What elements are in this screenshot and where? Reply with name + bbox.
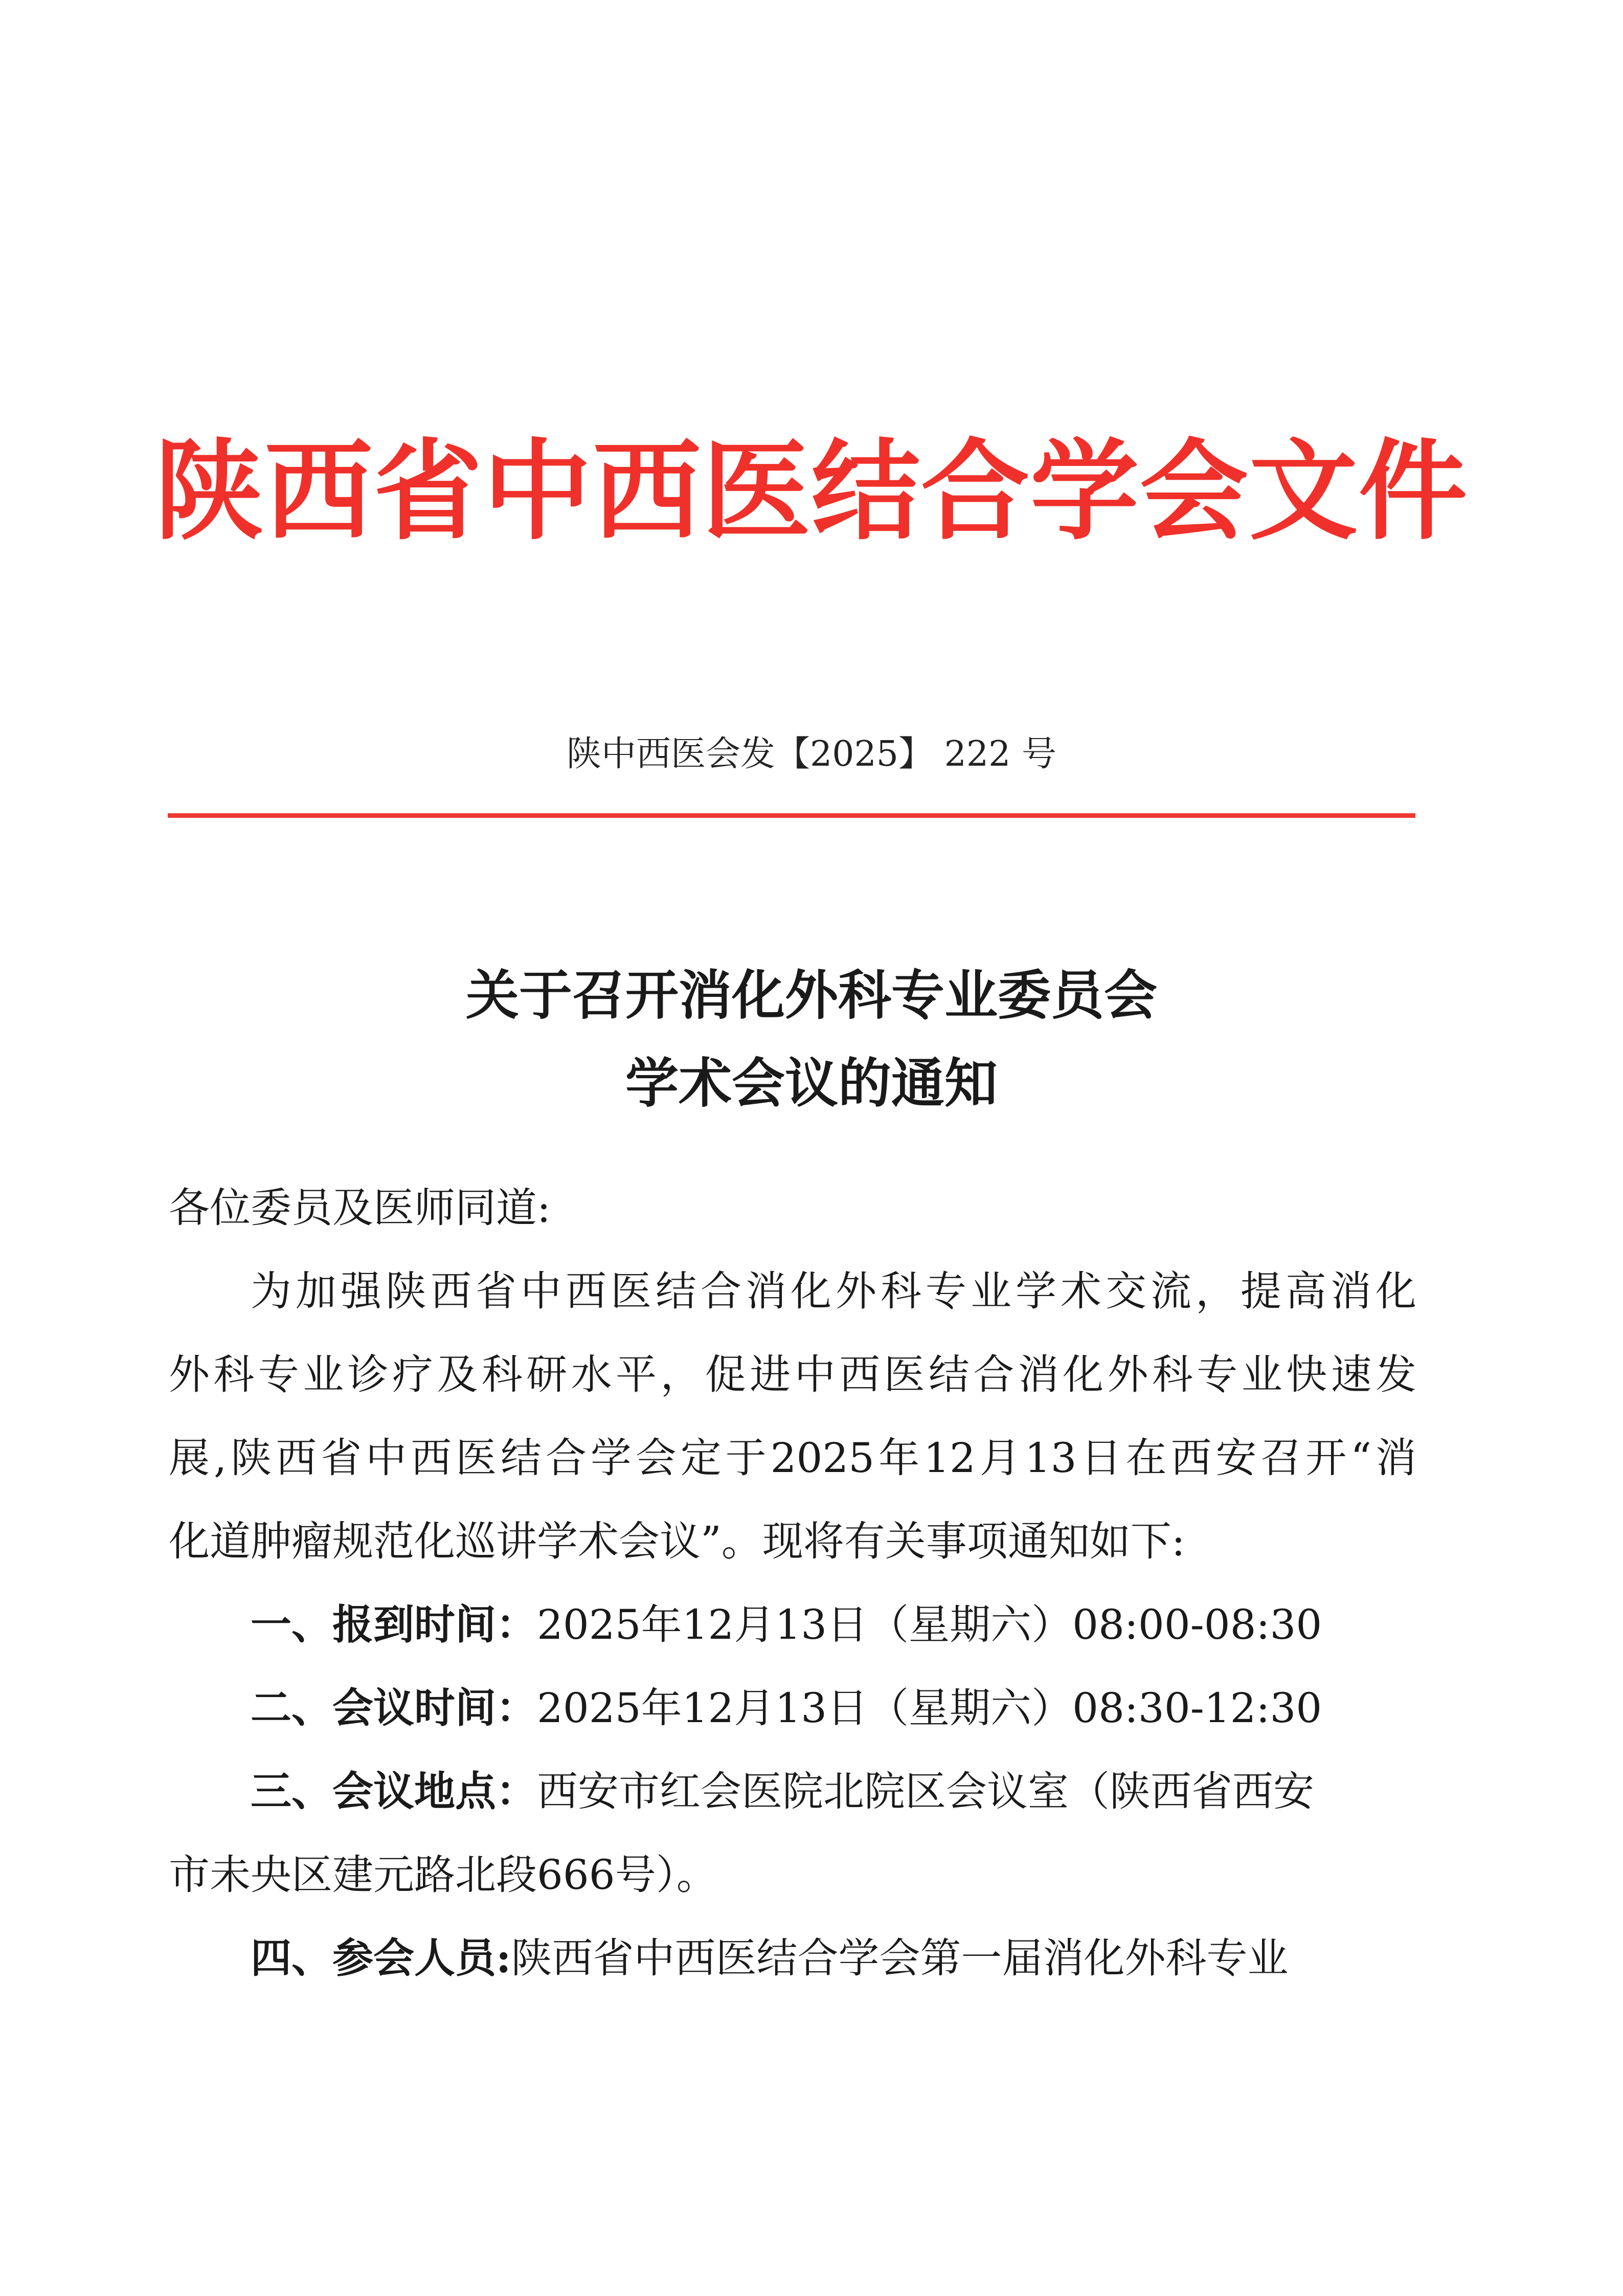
item-text: 西安市红会医院北院区会议室（陕西省西安 <box>537 1768 1314 1815</box>
salutation: 各位委员及医师同道: <box>169 1184 551 1232</box>
paragraph-line: 为加强陕西省中西医结合消化外科专业学术交流，提高消化 <box>251 1267 1416 1315</box>
paragraph-line: 展,陕西省中西医结合学会定于2025年12月13日在西安召开“消 <box>169 1434 1416 1482</box>
item-meeting-location-continued: 市未央区建元路北段666号）。 <box>169 1851 717 1899</box>
item-meeting-location <box>169 1750 1416 1833</box>
notice-title-line-2: 学术会议的通知 <box>625 1052 998 1114</box>
red-divider <box>168 813 1415 818</box>
paragraph-line: 外科专业诊疗及科研水平，促进中西医结合消化外科专业快速发 <box>169 1351 1416 1398</box>
notice-body <box>169 1166 1416 2000</box>
notice-title-line-1: 关于召开消化外科专业委员会 <box>465 964 1157 1027</box>
document-number: 陕中西医会发【2025】 222 号 <box>566 734 1057 774</box>
item-text: 陕西省中西医结合学会第一届消化外科专业 <box>511 1934 1289 1982</box>
paragraph-line: 化道肿瘤规范化巡讲学术会议”。现将有关事项通知如下: <box>169 1518 1185 1565</box>
item-label: 二、会议时间： <box>251 1684 537 1732</box>
item-label: 一、报到时间： <box>251 1600 537 1648</box>
org-header-title: 陕西省中西医结合学会文件 <box>155 427 1468 554</box>
item-text: 2025年12月13日（星期六）08:00-08:30 <box>537 1601 1322 1648</box>
item-registration-time <box>169 1583 1416 1666</box>
item-text: 2025年12月13日（星期六）08:30-12:30 <box>537 1684 1322 1732</box>
notice-title <box>0 951 1623 1127</box>
item-label: 三、会议地点： <box>251 1767 537 1815</box>
item-label: 四、参会人员: <box>251 1934 511 1982</box>
item-participants <box>169 1916 1416 2000</box>
item-meeting-time <box>169 1666 1416 1750</box>
